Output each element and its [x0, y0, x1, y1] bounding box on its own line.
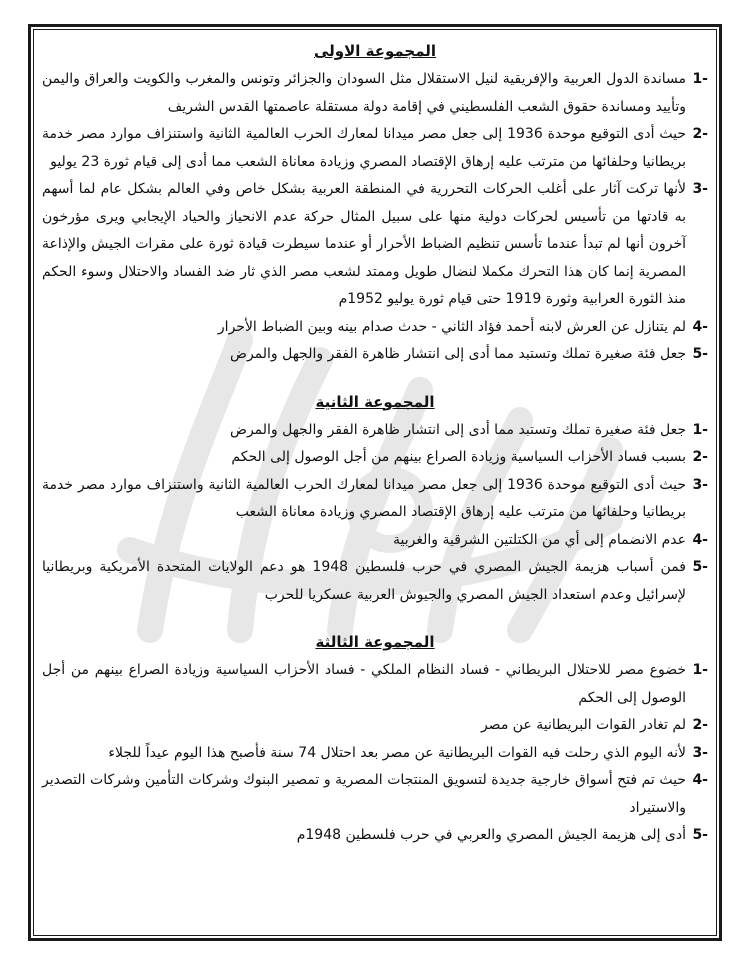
item-number: 5-: [692, 346, 708, 362]
list-item: [42, 657, 708, 712]
group-1: [42, 40, 708, 369]
answers-content: [42, 40, 708, 862]
group-title: المجموعة الثانية: [315, 392, 435, 411]
list-item: [42, 176, 708, 314]
list-item: [42, 121, 708, 176]
item-number: 3-: [692, 744, 708, 761]
list-item: [42, 417, 708, 445]
item-text: جعل فئة صغيرة تملك وتستبد مما أدى إلى انتشار ظاهرة الفقر والجهل والمرض: [230, 346, 686, 362]
list-item: [42, 554, 708, 609]
list-item: [42, 472, 708, 527]
item-number: 4-: [692, 531, 708, 548]
item-number: 4-: [692, 318, 708, 335]
list-item: [42, 822, 708, 850]
item-number: 2-: [692, 717, 708, 733]
item-number: 4-: [692, 772, 708, 788]
list-item: [42, 341, 708, 369]
item-text: جعل فئة صغيرة تملك وتستبد مما أدى إلى انتشار ظاهرة الفقر والجهل والمرض: [230, 421, 686, 438]
item-text: حيث تم فتح أسواق خارجية جديدة لتسويق المنتجات المصرية و تمصير البنوك وشركات التأمين وشركات التصدير والاستيراد: [42, 772, 686, 816]
item-number: 1-: [692, 662, 708, 678]
item-text: خضوع مصر للاحتلال البريطاني - فساد النظام الملكي - فساد الأحزاب السياسية وزيادة الصراع بينهم من أجل الوصول إلى الحكم: [42, 662, 686, 706]
list-item: [42, 712, 708, 740]
list-item: [42, 66, 708, 121]
list-item: [42, 314, 708, 342]
item-number: 1-: [692, 71, 708, 87]
group-title: المجموعة الاولى: [313, 42, 437, 60]
item-text: لأنها تركت آثار على أغلب الحركات التحررية في المنطقة العربية بشكل خاص وفي العالم بشكل عام لما أسهم به قادتها من تأسيس لحركات دولية منها على سبيل المثال حركة عدم الانحياز والحياد الإيجابي ويرى مؤرخون آخرون أنها لم تبدأ عندما تأسس تنظيم الضباط الأحرار أو عندما سيطرت قيادة ثورة على مقرات الجيش والإذاعة المصرية إنما كان هذا التحرك مكملا لنضال طويل وممتد لشعب مصر الذي ثار ضد الفساد والاحتلال وسوء الحكم منذ الثورة العرابية وثورة 1919 حتى قيام ثورة يوليو 1952م: [42, 181, 686, 307]
item-text: حيث أدى التوقيع موحدة 1936 إلى جعل مصر ميدانا لمعارك الحرب العالمية الثانية واستنزاف موارد مصر خدمة بريطانيا وحلفائها من مترتب عليه إرهاق الإقتصاد المصري وزيادة معاناة الشعب: [42, 476, 686, 520]
item-number: 5-: [692, 559, 708, 575]
item-number: 1-: [692, 421, 708, 438]
item-text: حيث أدى التوقيع موحدة 1936 إلى جعل مصر ميدانا لمعارك الحرب العالمية الثانية واستنزاف موارد مصر خدمة بريطانيا وحلفائها من مترتب عليه إرهاق الإقتصاد المصري وزيادة معاناة الشعب مما أدى إلى قيام ثورة 23 يوليو: [42, 126, 686, 170]
item-number: 2-: [692, 449, 708, 465]
item-text: مساندة الدول العربية والإفريقية لنيل الاستقلال مثل السودان والجزائر وتونس والمغرب والكويت والعراق واليمن وتأييد ومساندة حقوق الشعب الفلسطيني في إقامة دولة مستقلة عاصمتها القدس الشريف: [42, 71, 686, 115]
item-number: 2-: [692, 126, 708, 142]
list-item: [42, 527, 708, 555]
list-item: [42, 740, 708, 768]
item-text: بسبب فساد الأحزاب السياسية وزيادة الصراع بينهم من أجل الوصول إلى الحكم: [231, 449, 686, 465]
list-item: [42, 767, 708, 822]
item-text: لأنه اليوم الذي رحلت فيه القوات البريطانية عن مصر بعد احتلال 74 سنة فأصبح هذا اليوم عيداً للجلاء: [108, 744, 686, 761]
item-text: فمن أسباب هزيمة الجيش المصري في حرب فلسطين 1948 هو دعم الولايات المتحدة الأمريكية وبريطانيا لإسرائيل وعدم استعداد الجيش المصري والجيوش العربية عسكريا للحرب: [42, 559, 686, 603]
item-number: 5-: [692, 827, 708, 843]
item-text: لم يتنازل عن العرش لابنه أحمد فؤاد الثاني - حدث صدام بينه وبين الضباط الأحرار: [217, 318, 686, 335]
item-number: 3-: [692, 476, 708, 493]
group-title: المجموعة الثالثة: [315, 633, 435, 651]
item-text: لم تغادر القوات البريطانية عن مصر: [480, 717, 686, 733]
list-item: [42, 444, 708, 472]
item-text: أدى إلى هزيمة الجيش المصري والعربي في حرب فلسطين 1948م: [296, 827, 686, 843]
group-2: [42, 391, 708, 610]
item-text: عدم الانضمام إلى أي من الكتلتين الشرقية والغربية: [393, 531, 686, 548]
group-3: [42, 631, 708, 850]
item-number: 3-: [692, 181, 708, 197]
